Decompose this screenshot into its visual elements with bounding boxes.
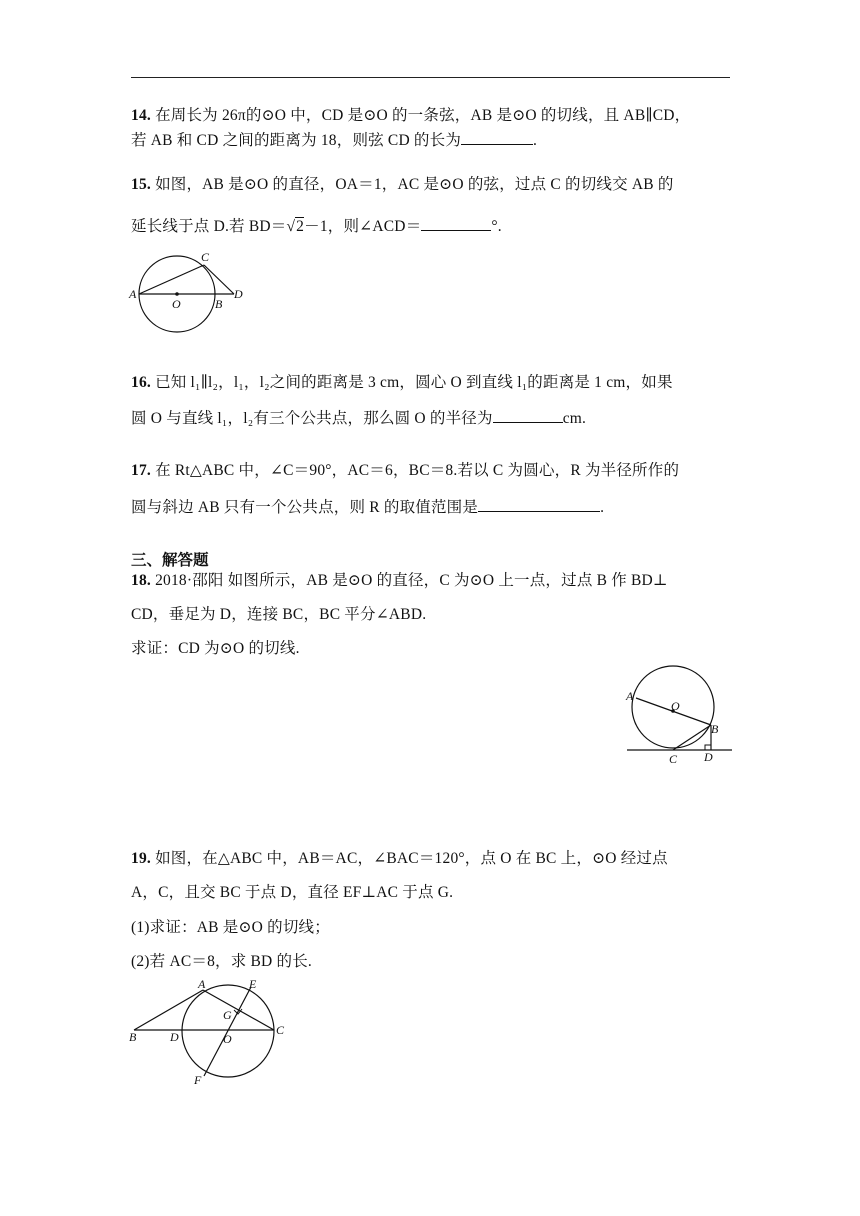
q15-center-dot — [175, 292, 179, 296]
q15-line2 — [131, 215, 502, 237]
q19-line3: (1)求证：AB 是⊙O 的切线； — [131, 919, 330, 936]
q16-line2 — [131, 407, 586, 429]
q18-figure — [618, 663, 738, 773]
q18-line3: 求证：CD 为⊙O 的切线. — [131, 640, 300, 657]
q18-label-C: C — [669, 752, 678, 766]
q19-label-G: G — [223, 1008, 232, 1022]
q15-label-O: O — [172, 297, 181, 311]
q19-text-1: 如图，在△ABC 中，AB＝AC，∠BAC＝120°，点 O 在 BC 上，⊙O 经过点 — [155, 850, 668, 867]
q15-label-D: D — [234, 287, 243, 301]
q18-line2: CD，垂足为 D，连接 BC，BC 平分∠ABD. — [131, 606, 427, 623]
q16-answer-blank[interactable] — [493, 407, 563, 423]
q14-text-2: 若 AB 和 CD 之间的距离为 18，则弦 CD 的长为 — [131, 132, 462, 149]
q19-label-O: O — [223, 1032, 232, 1046]
sqrt-symbol: √ — [286, 218, 296, 235]
q18-label-A: A — [626, 689, 634, 703]
q19-label-A: A — [198, 977, 206, 991]
q15-label-A: A — [129, 287, 137, 301]
q18-label-D: D — [704, 750, 713, 764]
q15-label-B: B — [215, 297, 223, 311]
q15-figure — [126, 248, 256, 338]
q15-text-1: 如图，AB 是⊙O 的直径，OA＝1，AC 是⊙O 的弦，过点 C 的切线交 AB 的 — [155, 176, 674, 193]
q15-text-2: 延长线于点 D.若 BD＝ — [131, 218, 287, 235]
q16-text-2: 圆 O 与直线 l₁，l₂有三个公共点，那么圆 O 的半径为 — [131, 410, 493, 427]
q19-label-C: C — [276, 1023, 285, 1037]
q14-text-end: . — [533, 132, 538, 149]
q19-line2: A，C，且交 BC 于点 D，直径 EF⊥AC 于点 G. — [131, 884, 454, 901]
q19-number: 19. — [131, 850, 151, 867]
q14-text-1: 在周长为 26π的⊙O 中，CD 是⊙O 的一条弦，AB 是⊙O 的切线，且 AB∥CD， — [155, 107, 691, 124]
q19-line-AB — [134, 990, 203, 1030]
q14-line2 — [131, 129, 537, 151]
q16-number: 16. — [131, 374, 151, 391]
q17-line2 — [131, 496, 604, 518]
q15-line1 — [131, 175, 674, 195]
q19-label-F: F — [194, 1073, 202, 1087]
q19-label-B: B — [129, 1030, 137, 1044]
header-rule — [131, 77, 730, 78]
q17-text-3: . — [600, 499, 605, 516]
q15-answer-blank[interactable] — [421, 215, 491, 231]
sqrt-radicand: 2 — [296, 218, 305, 235]
q16-line1 — [131, 373, 673, 393]
q19-line1 — [131, 849, 668, 869]
q19-line4: (2)若 AC＝8，求 BD 的长. — [131, 953, 312, 970]
q17-answer-blank[interactable] — [478, 496, 600, 512]
q18-number: 18. — [131, 572, 151, 589]
q17-text-2: 圆与斜边 AB 只有一个公共点，则 R 的取值范围是 — [131, 499, 479, 516]
q16-text-1: 已知 l₁∥l₂，l₁，l₂之间的距离是 3 cm，圆心 O 到直线 l₁的距离是 1 cm，如果 — [155, 374, 673, 391]
q18-label-O: O — [671, 699, 680, 713]
q18-line1 — [131, 571, 668, 591]
q17-text-1: 在 Rt△ABC 中，∠C＝90°，AC＝6，BC＝8.若以 C 为圆心，R 为半径所作的 — [155, 462, 680, 479]
q19-label-E: E — [249, 977, 257, 991]
q17-number: 17. — [131, 462, 151, 479]
q18-text-1: 2018·邵阳 如图所示，AB 是⊙O 的直径，C 为⊙O 上一点，过点 B 作 BD⊥ — [155, 572, 668, 589]
q17-line1 — [131, 461, 679, 481]
q15-tangent-CD — [204, 265, 234, 294]
q19-label-D: D — [170, 1030, 179, 1044]
q18-label-B: B — [711, 722, 719, 736]
q15-label-C: C — [201, 250, 210, 264]
q15-number: 15. — [131, 176, 151, 193]
q14-answer-blank[interactable] — [461, 129, 533, 145]
q14-line1 — [131, 106, 690, 126]
q14-number: 14. — [131, 107, 151, 124]
q16-text-3: cm. — [562, 410, 587, 427]
q15-text-4: °. — [491, 218, 502, 235]
q15-text-3: －1，则∠ACD＝ — [304, 218, 422, 235]
q19-figure — [126, 976, 286, 1088]
section-title: 三、解答题 — [131, 551, 209, 569]
